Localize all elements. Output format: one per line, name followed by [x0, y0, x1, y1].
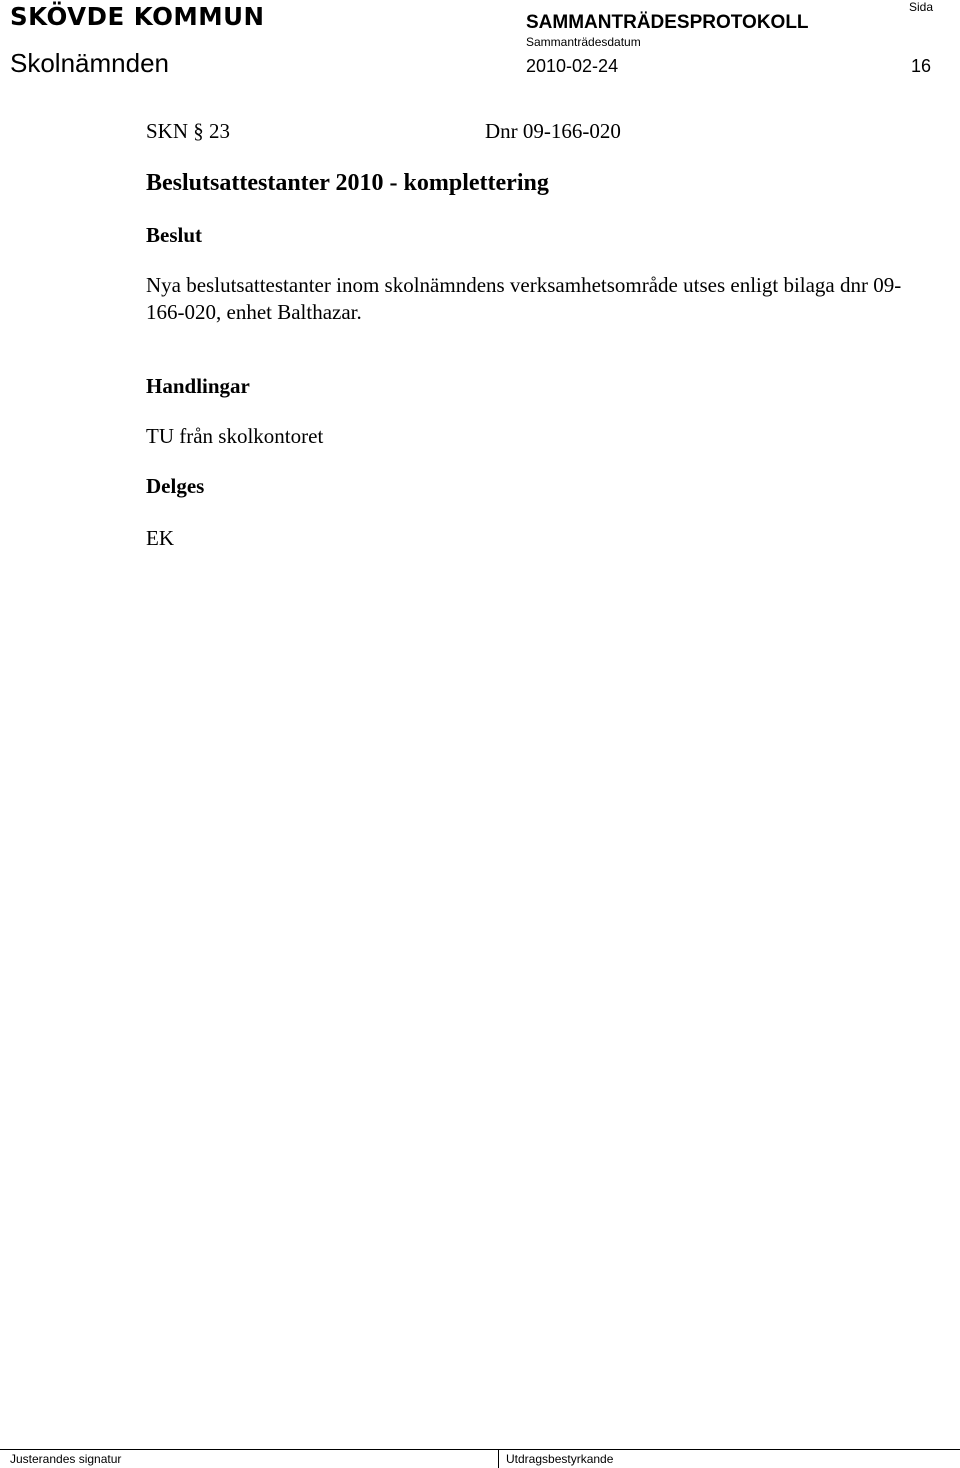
decision-heading: Beslut — [146, 223, 203, 247]
committee-name: Skolnämnden — [10, 48, 169, 78]
document-title: Beslutsattestanter 2010 - komplettering — [146, 170, 549, 196]
protocol-title: SAMMANTRÄDESPROTOKOLL — [526, 12, 809, 33]
page-label: Sida — [909, 0, 934, 14]
meeting-date-label: Sammanträdesdatum — [526, 35, 641, 49]
documents-text: TU från skolkontoret — [146, 424, 324, 448]
section-number: SKN § 23 — [146, 119, 231, 143]
footer-certification-label: Utdragsbestyrkande — [506, 1452, 614, 1466]
footer-rule — [0, 1449, 960, 1450]
decision-text: Nya beslutsattestanter inom skolnämndens verksamhetsområde utses enligt bilaga dnr 09-166-020, enhet Balthazar. — [146, 273, 902, 324]
distribution-text: EK — [146, 526, 174, 550]
diary-number: Dnr 09-166-020 — [485, 119, 621, 143]
organization-logo: SKÖVDE KOMMUN — [10, 2, 265, 31]
footer-divider — [498, 1449, 499, 1468]
distribution-heading: Delges — [146, 474, 205, 498]
documents-heading: Handlingar — [146, 374, 250, 398]
page-number: 16 — [911, 56, 932, 76]
meeting-date: 2010-02-24 — [526, 56, 619, 76]
footer-signature-label: Justerandes signatur — [10, 1452, 122, 1466]
